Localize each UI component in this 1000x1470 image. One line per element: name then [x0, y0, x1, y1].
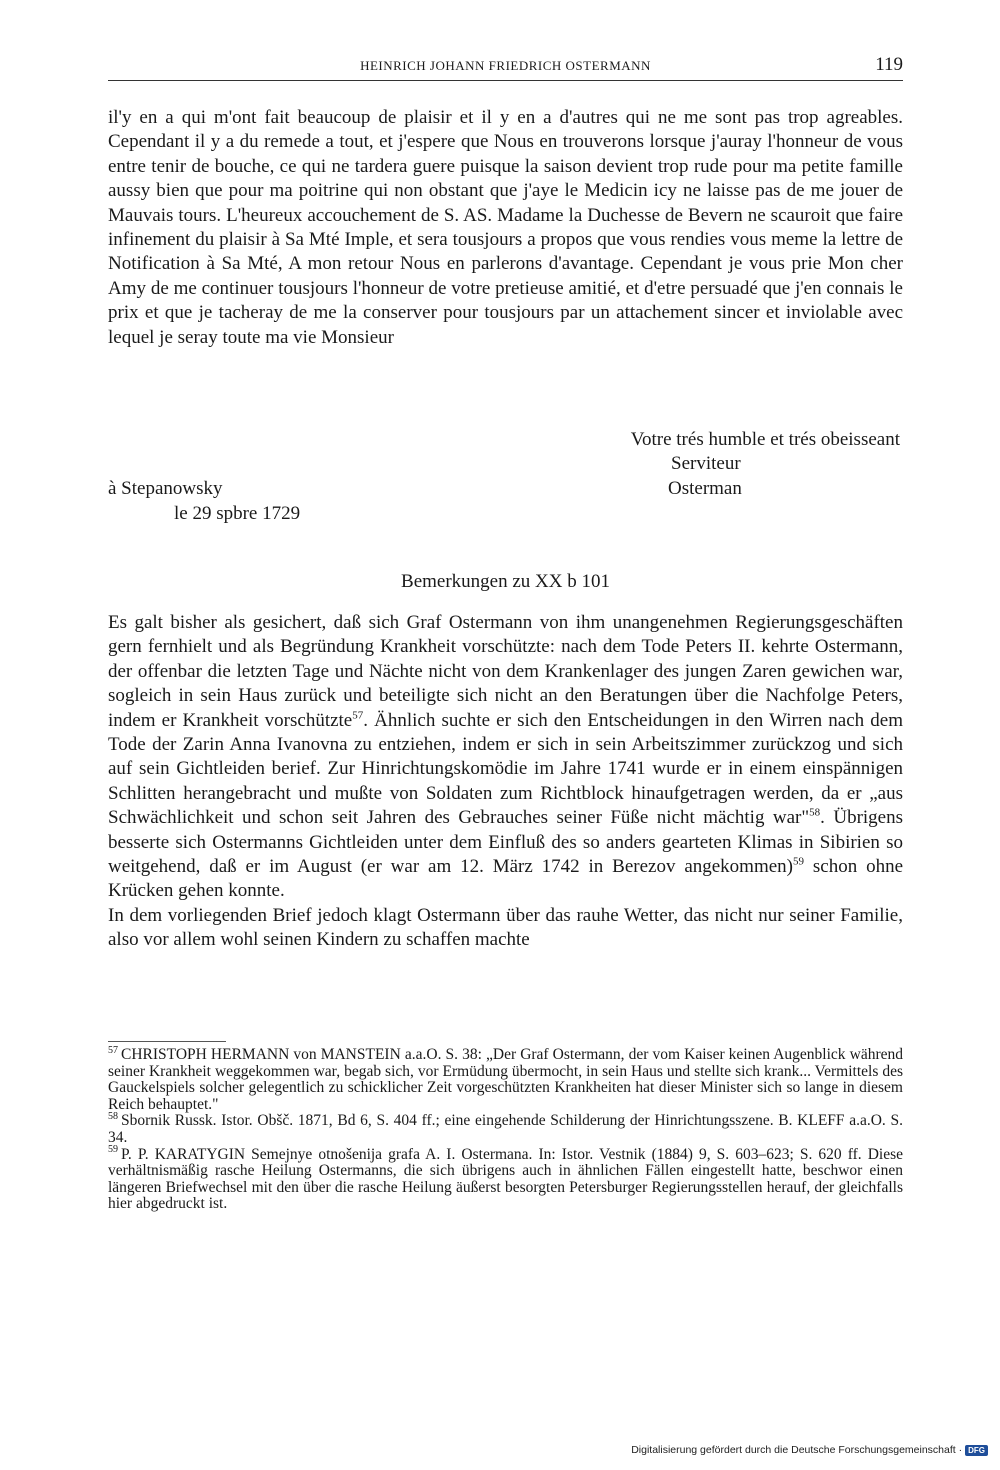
letter-body [108, 106, 903, 350]
footnote [108, 1113, 903, 1146]
footnote-ref: 58 [809, 806, 821, 819]
remarks-paragraph-2: In dem vorliegenden Brief jedoch klagt Ostermann über das rauhe Wetter, das nicht nur seiner Familie, also vor allem wohl seinen Kindern zu schaffen machte [108, 904, 903, 951]
letter-closing [108, 428, 903, 528]
page-number: 119 [875, 54, 903, 75]
footnote [108, 1144, 903, 1213]
remarks-text: . Übrigens besserte sich Ostermanns Gichtleiden unter dem Einfluß des so anders gearteten Klimas in Sibirien so weitgehend, daß er im August (er war am 12. März 1742 in Berezov angekommen) [108, 807, 903, 878]
footnotes [108, 1044, 903, 1213]
remarks-text: schon ohne Krücken gehen konnte. [108, 856, 903, 902]
page-header [108, 54, 903, 80]
footnote-text: P. P. KARATYGIN Semejnye otnošenija grafa A. I. Ostermana. In: Istor. Vestnik (1884) 9, S. 603–623; S. 620 ff. Diese verhältnismäßig rasche Heilung Ostermanns, die sich übrigens auch in ähnlichen Fällen eingestellt hatte, beschwor einen längeren Briefwechsel mit den über die rasche Heilung äußerst besorgten Petersburger Regierungsstellen herauf, der gleichfalls hier abgedruckt ist. [108, 1145, 903, 1213]
footnote-text: CHRISTOPH HERMANN von MANSTEIN a.a.O. S. 38: „Der Graf Ostermann, der vom Kaiser keinen Augenblick während seiner Krankheit weggekommen war, begab sich, vor Ermüdung übermocht, in sein Haus und stellte sich krank... Vermittels des Gauckelspiels solcher gelegentlich zu schicklicher Zeit vorgeschützten Krankheiten hat dieser Minister sich so lange in diesem Reich behauptet." [108, 1046, 903, 1113]
footnote-text: Sbornik Russk. Istor. Obšč. 1871, Bd 6, S. 404 ff.; eine eingehende Schilderung der Hinrichtungsszene. B. KLEFF a.a.O. S. 34. [108, 1112, 903, 1146]
remarks-text: Es galt bisher als gesichert, daß sich Graf Ostermann von ihm unangenehmen Regierungsgeschäften gern fernhielt und als Begründung Krankheit vorschützte: nach dem Tode Peters II. kehrte Ostermann, der offenbar die letzten Tage und Nächte nicht von dem Krankenlager des jungen Zaren gewichen war, sogleich in sein Haus zurück und beteiligte sich nicht an den Beratungen über die Nachfolge Peters, indem er Krankheit vorschützte [108, 612, 903, 731]
remarks-text: . Ähnlich suchte er sich den Entscheidungen in den Wirren nach dem Tode der Zarin Anna Ivanovna zu entziehen, indem er sich in sein Arbeitszimmer zurückzog und sich auf sein Gichtleiden berief. Zur Hinrichtungskomödie im Jahre 1741 wurde er in einem einspännigen Schlitten herangebracht und mußte von Soldaten zum Richtblock hinaufgetragen werden, da er „aus Schwächlichkeit und schon seit Jahren des Gebrauches seiner Füße nicht mächtig war" [108, 709, 903, 829]
footnote-ref: 57 [352, 709, 364, 722]
closing-serviteur: Serviteur [671, 453, 741, 474]
footnote-number: 57 [108, 1044, 118, 1056]
footnote-number: 59 [108, 1144, 118, 1156]
footnote-number: 58 [108, 1111, 118, 1123]
footnote-rule [108, 1041, 226, 1042]
header-rule [108, 80, 903, 81]
letter-paragraph: il'y en a qui m'ont fait beaucoup de plaisir et il y en a d'autres qui ne me sont pas trop agreables. Cependant il y a du remede a tout, et j'espere que Nous en trouverons lorsque j'auray l'honneur de vous entre tenir de bouche, ce qui ne tardera guere puisque la saison devient trop rude pour ma petite famille aussy bien que pour ma poitrine qui non obstant que j'aye le Medicin icy ne laisse pas de me jouer de Mauvais tours. L'heureux accouchement de S. AS. Madame la Duchesse de Bevern ne scauroit que faire infinement du plaisir à Sa Mté Imple, et sera tousjours a propos que vous rendies vous meme la lettre de Notification à Sa Mté, A mon retour Nous en parlerons d'avantage. Cependant je vous prie Mon cher Amy de me continuer tousjours l'honneur de votre pretieuse amitié, et d'etre persuadé que j'en connais le prix et que je tacheray de me la conserver pour tousjours par un attachement sincer et inviolable avec lequel je seray toute ma vie Monsieur [108, 107, 903, 348]
section-heading: Bemerkungen zu XX b 101 [401, 571, 610, 592]
dfg-logo-icon: DFG [965, 1445, 988, 1456]
signature: Osterman [668, 478, 742, 499]
remarks-paragraph-1 [108, 611, 903, 904]
footnote [108, 1044, 903, 1113]
running-title: HEINRICH JOHANN FRIEDRICH OSTERMANN [360, 58, 651, 73]
letter-date: le 29 spbre 1729 [174, 503, 301, 524]
digitization-credit [631, 1444, 988, 1456]
closing-formula: Votre trés humble et trés obeisseant [630, 429, 900, 450]
remarks-body [108, 611, 903, 953]
credit-text: Digitalisierung gefördert durch die Deutsche Forschungsgemeinschaft · [631, 1444, 963, 1456]
letter-place: à Stepanowsky [108, 478, 223, 499]
footnote-ref: 59 [793, 855, 805, 868]
